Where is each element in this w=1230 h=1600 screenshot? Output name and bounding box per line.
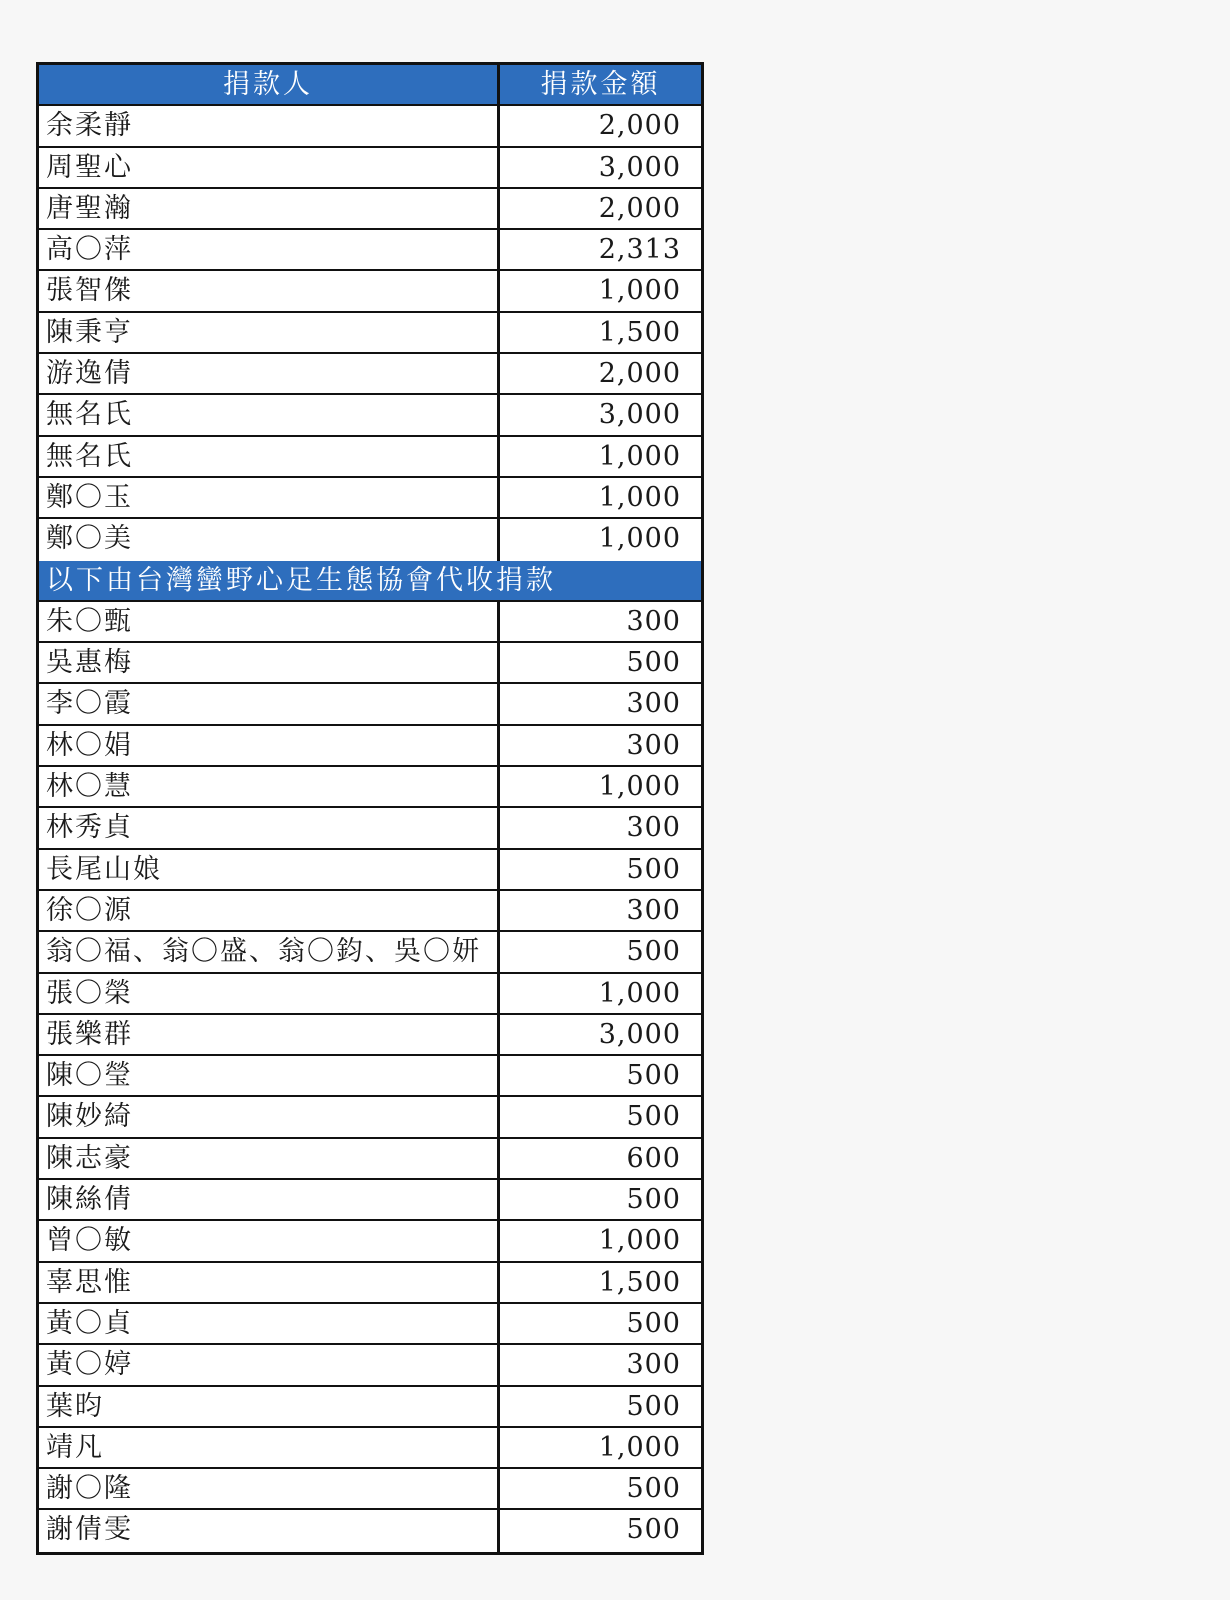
table-row [39,643,701,684]
table-row [39,106,701,147]
donation-amount: 500 [626,1514,681,1546]
donation-amount: 3,000 [598,399,681,431]
table-row [39,808,701,849]
table-row [39,271,701,312]
donation-amount: 1,000 [598,977,681,1009]
table-row [39,437,701,478]
donor-name: 無名氏 [39,437,500,476]
donation-amount: 500 [626,1060,681,1092]
donor-name: 靖凡 [39,1428,500,1467]
table-row [39,148,701,189]
donor-name: 鄭〇玉 [39,478,500,517]
donation-amount: 3,000 [598,1018,681,1050]
donor-name: 翁〇福、翁〇盛、翁〇鈞、吳〇妍 [39,932,500,971]
table-row [39,1510,701,1551]
table-row [39,1428,701,1469]
donation-amount: 1,000 [598,1431,681,1463]
donor-group-direct [39,106,701,560]
table-row [39,230,701,271]
table-row [39,767,701,808]
donation-amount: 500 [626,1101,681,1133]
section-label: 以下由台灣蠻野心足生態協會代收捐款 [46,564,556,596]
donation-amount: 2,000 [598,358,681,390]
donor-name: 徐〇源 [39,891,500,930]
table-row [39,891,701,932]
table-row [39,478,701,519]
donor-name: 高〇萍 [39,230,500,269]
table-row [39,1056,701,1097]
donor-name: 謝〇隆 [39,1469,500,1508]
table-row [39,189,701,230]
header-amount: 捐款金額 [540,69,661,100]
table-row [39,1469,701,1510]
donation-amount: 500 [626,1473,681,1505]
donation-amount: 1,000 [598,523,681,555]
donor-name: 陳絲倩 [39,1180,500,1219]
donor-name: 黃〇貞 [39,1304,500,1343]
donation-amount: 500 [626,853,681,885]
donor-name: 唐聖瀚 [39,189,500,228]
donor-name: 林〇娟 [39,726,500,765]
table-row [39,1139,701,1180]
donor-name: 陳秉亨 [39,313,500,352]
table-row [39,1304,701,1345]
donation-amount: 2,000 [598,110,681,142]
donation-amount: 300 [626,688,681,720]
donor-group-collected [39,602,701,1552]
donor-name: 朱〇甄 [39,602,500,641]
donation-amount: 1,000 [598,1225,681,1257]
donor-name: 辜思惟 [39,1263,500,1302]
donation-amount: 1,000 [598,440,681,472]
table-header-row [39,65,701,106]
donor-name: 李〇霞 [39,684,500,723]
donor-name: 陳妙綺 [39,1097,500,1136]
table-row [39,1097,701,1138]
table-row [39,519,701,560]
donation-amount: 500 [626,647,681,679]
donor-name: 黃〇婷 [39,1345,500,1384]
donor-name: 鄭〇美 [39,519,500,560]
donor-name: 無名氏 [39,395,500,434]
donation-amount: 600 [626,1142,681,1174]
table-row [39,684,701,725]
donation-amount: 500 [626,936,681,968]
donation-amount: 300 [626,812,681,844]
table-row [39,850,701,891]
donation-amount: 300 [626,605,681,637]
donor-name: 游逸倩 [39,354,500,393]
donation-amount: 1,000 [598,771,681,803]
table-row [39,726,701,767]
donor-name: 謝倩雯 [39,1510,500,1551]
donation-amount: 1,000 [598,275,681,307]
table-row [39,1180,701,1221]
header-donor: 捐款人 [39,65,500,104]
donor-name: 張樂群 [39,1015,500,1054]
donor-name: 長尾山娘 [39,850,500,889]
table-row [39,932,701,973]
donation-amount: 500 [626,1390,681,1422]
donor-name: 葉昀 [39,1387,500,1426]
donation-amount: 2,000 [598,192,681,224]
table-row [39,1263,701,1304]
donor-name: 張〇榮 [39,974,500,1013]
section-header-row [39,561,701,602]
donation-amount: 1,500 [598,316,681,348]
donor-name: 陳〇瑩 [39,1056,500,1095]
donor-name: 陳志豪 [39,1139,500,1178]
donor-name: 曾〇敏 [39,1221,500,1260]
donor-name: 吳惠梅 [39,643,500,682]
donor-name: 林秀貞 [39,808,500,847]
donation-amount: 1,500 [598,1266,681,1298]
table-row [39,1387,701,1428]
table-row [39,313,701,354]
donor-name: 張智傑 [39,271,500,310]
donor-name: 余柔靜 [39,106,500,145]
donation-amount: 300 [626,1349,681,1381]
table-row [39,974,701,1015]
donor-name: 周聖心 [39,148,500,187]
table-row [39,602,701,643]
donation-amount: 500 [626,1307,681,1339]
donation-amount: 1,000 [598,481,681,513]
donation-amount: 500 [626,1184,681,1216]
donation-table [36,62,704,1555]
donor-name: 林〇慧 [39,767,500,806]
table-row [39,1015,701,1056]
table-row [39,1345,701,1386]
donation-amount: 300 [626,894,681,926]
table-row [39,395,701,436]
donation-amount: 2,313 [598,234,681,266]
donation-amount: 300 [626,729,681,761]
donation-amount: 3,000 [598,151,681,183]
table-row [39,1221,701,1262]
table-row [39,354,701,395]
